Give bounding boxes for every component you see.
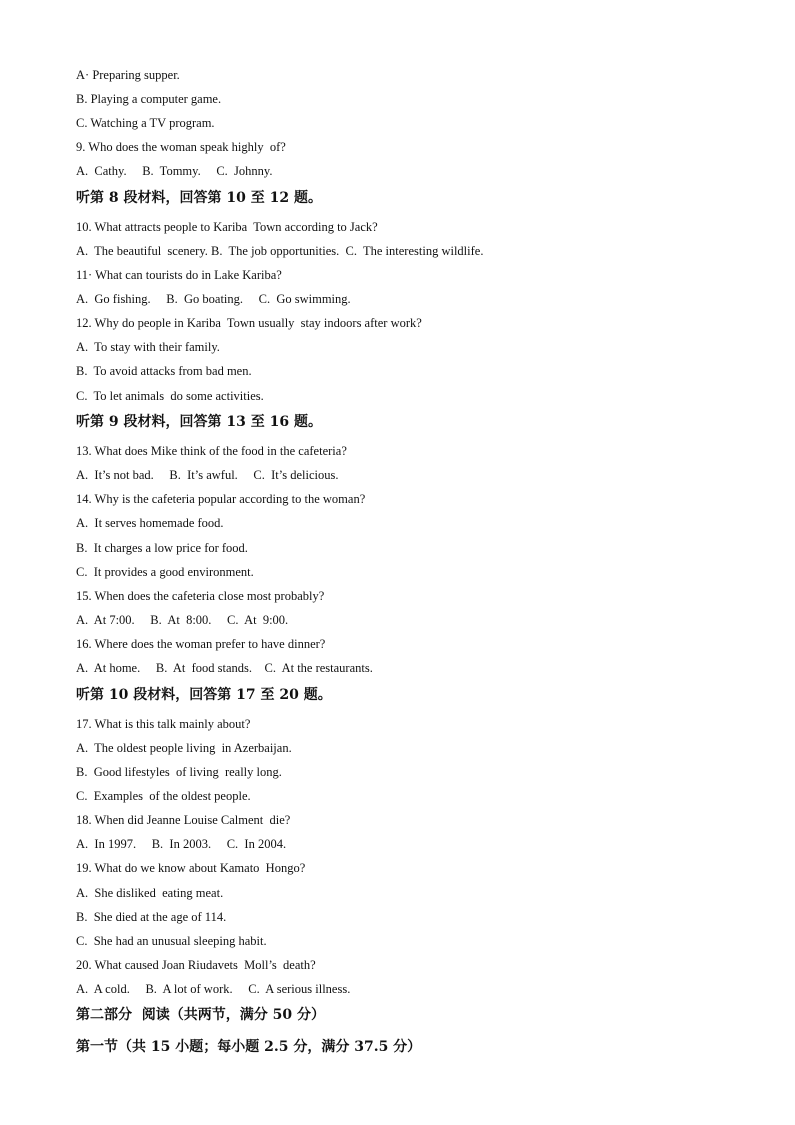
option-line: A. At home. B. At food stands. C. At the restaurants. — [76, 661, 373, 675]
question-line: 13. What does Mike think of the food in the cafeteria? — [76, 444, 347, 458]
option-line: B. Good lifestyles of living really long. — [76, 765, 282, 779]
question-line: 15. When does the cafeteria close most probably? — [76, 589, 325, 603]
question-line: 10. What attracts people to Kariba Town according to Jack? — [76, 220, 378, 234]
question-line: 9. Who does the woman speak highly of? — [76, 140, 286, 154]
option-line: A. Cathy. B. Tommy. C. Johnny. — [76, 164, 273, 178]
question-line: 11· What can tourists do in Lake Kariba? — [76, 268, 282, 282]
option-line: A. Go fishing. B. Go boating. C. Go swimming. — [76, 292, 351, 306]
option-line: C. Watching a TV program. — [76, 116, 215, 130]
section-heading: 听第 10 段材料，回答第 17 至 20 题。 — [76, 687, 332, 703]
question-line: 12. Why do people in Kariba Town usually stay indoors after work? — [76, 316, 422, 330]
question-line: 19. What do we know about Kamato Hongo? — [76, 861, 306, 875]
option-line: C. Examples of the oldest people. — [76, 789, 251, 803]
option-line: B. She died at the age of 114. — [76, 910, 227, 924]
option-line: A. To stay with their family. — [76, 340, 220, 354]
question-line: 20. What caused Joan Riudavets Moll’s death? — [76, 958, 316, 972]
option-line: B. It charges a low price for food. — [76, 541, 248, 555]
option-line: B. To avoid attacks from bad men. — [76, 364, 252, 378]
option-line: A. At 7:00. B. At 8:00. C. At 9:00. — [76, 613, 289, 627]
option-line: C. It provides a good environment. — [76, 565, 254, 579]
question-line: 18. When did Jeanne Louise Calment die? — [76, 813, 291, 827]
option-line: A. It serves homemade food. — [76, 516, 224, 530]
option-line: A. The beautiful scenery. B. The job opportunities. C. The interesting wildlife. — [76, 244, 484, 258]
question-line: 16. Where does the woman prefer to have dinner? — [76, 637, 326, 651]
part-heading: 第一节（共 15 小题；每小题 2.5 分，满分 37.5 分） — [76, 1039, 422, 1055]
option-line: A. A cold. B. A lot of work. C. A serious illness. — [76, 982, 351, 996]
part-heading: 第二部分 阅读（共两节，满分 50 分） — [76, 1007, 325, 1023]
option-line: A. The oldest people living in Azerbaijan. — [76, 741, 292, 755]
option-line: C. She had an unusual sleeping habit. — [76, 934, 267, 948]
option-line: A. She disliked eating meat. — [76, 886, 224, 900]
option-line: A. It’s not bad. B. It’s awful. C. It’s delicious. — [76, 468, 339, 482]
question-line: 14. Why is the cafeteria popular according to the woman? — [76, 492, 366, 506]
option-line: B. Playing a computer game. — [76, 92, 222, 106]
option-line: A. In 1997. B. In 2003. C. In 2004. — [76, 837, 287, 851]
section-heading: 听第 9 段材料，回答第 13 至 16 题。 — [76, 414, 322, 430]
option-line: A· Preparing supper. — [76, 68, 180, 82]
option-line: C. To let animals do some activities. — [76, 389, 264, 403]
question-line: 17. What is this talk mainly about? — [76, 717, 251, 731]
section-heading: 听第 8 段材料，回答第 10 至 12 题。 — [76, 190, 322, 206]
